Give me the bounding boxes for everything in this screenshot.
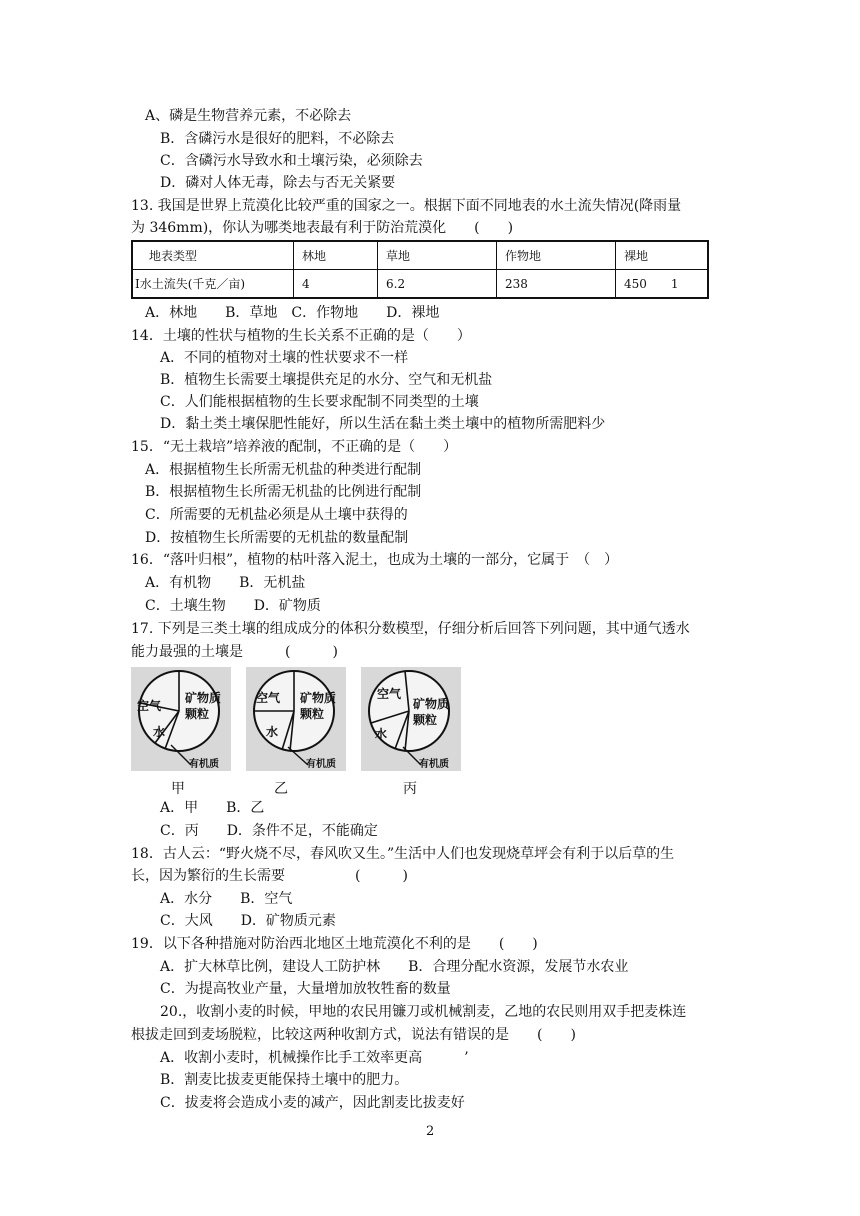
q20-option-b: B．割麦比拔麦更能保持土壤中的肥力。 (160, 1072, 409, 1088)
caption-yi: 乙 (274, 781, 288, 797)
q15-option-c: C．所需要的无机盐必须是从土壤中获得的 (145, 507, 408, 523)
soil-pie-jia (131, 667, 231, 771)
table-cell: 6.2 (378, 270, 497, 299)
table-header-cell: 作物地 (497, 241, 616, 270)
q14-option-b: B．植物生长需要土壤提供充足的水分、空气和无机盐 (160, 372, 493, 388)
q17-stem-line2: 能力最强的土壤是 ( ) (131, 644, 338, 660)
q13-soil-loss-table (131, 240, 709, 299)
pie-label-particle: 颗粒 (185, 707, 210, 721)
q20-option-a: A．收割小麦时，机械操作比手工效率更高 ’ (160, 1050, 469, 1066)
q14-option-a: A．不同的植物对土壤的性状要求不一样 (160, 350, 409, 366)
q15-option-a: A．根据植物生长所需无机盐的种类进行配制 (145, 462, 422, 478)
pie-label-water: 水 (153, 725, 166, 739)
q15-option-d: D．按植物生长所需要的无机盐的数量配制 (145, 530, 409, 546)
q16-options-ab: A．有机物 B．无机盐 (145, 575, 306, 591)
q16-options-cd: C．土壤生物 D．矿物质 (145, 598, 321, 614)
q12-option-c: C．含磷污水导致水和土壤污染，必须除去 (160, 153, 423, 169)
q20-stem-line1: 20.，收割小麦的时候，甲地的农民用镰刀或机械割麦，乙地的农民则用双手把麦株连 (160, 1004, 687, 1020)
pie-label-air: 空气 (377, 687, 402, 701)
soil-pie-bing (361, 667, 461, 771)
table-header-cell: 裸地 (616, 241, 709, 270)
pie-label-mineral: 矿物质 (300, 691, 337, 705)
soil-pie-yi (246, 667, 346, 771)
pie-label-mineral: 矿物质 (413, 697, 450, 711)
q20-option-c: C．拔麦将会造成小麦的减产，因此割麦比拔麦好 (160, 1095, 465, 1111)
q19-options-ab: A．扩大林草比例，建设人工防护林 B．合理分配水资源，发展节水农业 (160, 959, 629, 975)
pie-label-organic: 有机质 (306, 759, 336, 770)
pie-label-air: 空气 (137, 699, 162, 713)
q19-option-c: C．为提高牧业产量，大量增加放牧牲畜的数量 (160, 981, 451, 997)
q19-stem: 19．以下各种措施对防治西北地区土地荒漠化不利的是 ( ) (131, 936, 538, 952)
table-row (132, 270, 708, 299)
q18-stem-line2: 长，因为繁衍的生长需要 ( ) (131, 868, 408, 884)
q12-option-d: D．磷对人体无毒，除去与否无关紧要 (160, 175, 396, 191)
table-header-cell: 草地 (378, 241, 497, 270)
q15-stem: 15．“无土栽培”培养液的配制，不正确的是（ ） (131, 439, 458, 455)
q15-option-b: B．根据植物生长所需无机盐的比例进行配制 (145, 484, 422, 500)
pie-label-organic: 有机质 (419, 759, 449, 770)
page-number: 2 (426, 1124, 435, 1139)
table-cell: 4 (294, 270, 378, 299)
q13-stem-line2: 为 346mm)，你认为哪类地表最有利于防治荒漠化 ( ) (131, 220, 514, 236)
table-header-row (132, 241, 708, 270)
table-cell: 238 (497, 270, 616, 299)
pie-label-organic: 有机质 (189, 759, 219, 770)
q13-stem-line1: 13. 我国是世界上荒漠化比较严重的国家之一。根据下面不同地表的水土流失情况(降雨量 (131, 198, 682, 214)
q14-option-d: D．黏土类土壤保肥性能好，所以生活在黏土类土壤中的植物所需肥料少 (160, 416, 606, 432)
q17-options-ab: A．甲 B．乙 (160, 800, 265, 816)
table-cell: 450 1 (616, 270, 709, 299)
q14-option-c: C．人们能根据植物的生长要求配制不同类型的土壤 (160, 394, 479, 410)
q18-options-ab: A．水分 B．空气 (160, 891, 293, 907)
caption-bing: 丙 (403, 781, 417, 797)
pie-label-mineral: 矿物质 (185, 691, 222, 705)
q12-option-b: B．含磷污水是很好的肥料，不必除去 (160, 131, 395, 147)
pie-label-air: 空气 (256, 691, 281, 705)
caption-jia: 甲 (171, 781, 185, 797)
q17-stem-line1: 17. 下列是三类土壤的组成成分的体积分数模型，仔细分析后回答下列问题，其中通气透水 (131, 621, 690, 637)
table-cell: I水土流失(千克／亩) (132, 270, 294, 299)
pie-label-water: 水 (266, 725, 279, 739)
q20-stem-line2: 根拔走回到麦场脱粒，比较这两种收割方式，说法有错误的是 ( ) (131, 1027, 576, 1043)
q18-stem-line1: 18．古人云：“野火烧不尽，春风吹又生。”生活中人们也发现烧草坪会有利于以后草的生 (131, 846, 675, 862)
q17-options-cd: C．丙 D．条件不足，不能确定 (160, 823, 378, 839)
pie-label-particle: 颗粒 (300, 707, 325, 721)
q14-stem: 14．土壤的性状与植物的生长关系不正确的是（ ） (131, 328, 471, 344)
pie-label-water: 水 (375, 727, 388, 741)
pie-label-particle: 颗粒 (413, 713, 438, 727)
q16-stem: 16．“落叶归根”，植物的枯叶落入泥土，也成为土壤的一部分，它属于 （ ） (131, 552, 619, 568)
table-header-cell: 林地 (294, 241, 378, 270)
q18-options-cd: C．大风 D．矿物质元素 (160, 913, 336, 929)
table-header-cell: 地表类型 (132, 241, 294, 270)
q12-option-a: A、磷是生物营养元素，不必除去 (145, 108, 352, 124)
q13-options: A．林地 B．草地 C．作物地 D．裸地 (145, 305, 440, 321)
